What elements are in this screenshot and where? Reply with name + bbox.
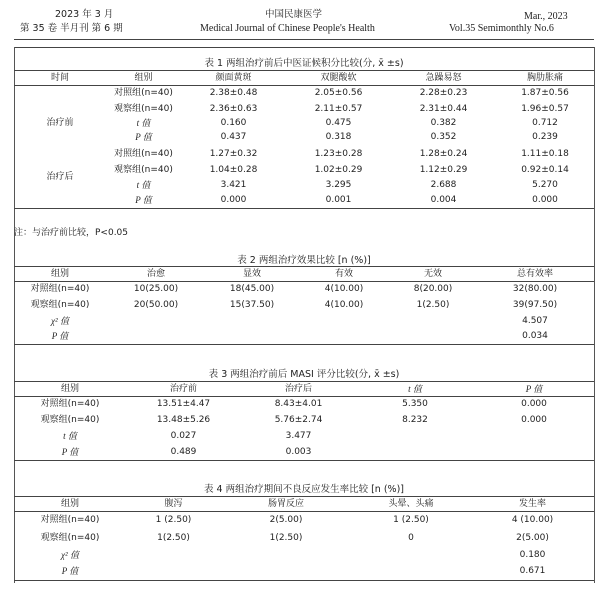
table3-value-cell: [474, 445, 594, 461]
table1-stat-label: P 值: [135, 132, 152, 142]
table1-value-cell: 1.04±0.28: [209, 165, 258, 175]
table1-header-cell: 时间: [14, 71, 106, 86]
table3-value-cell: [356, 445, 474, 461]
table2-value-cell: [106, 314, 206, 329]
table1-value-cell: 0.001: [286, 193, 391, 209]
table1-value-cell: 0.382: [430, 118, 457, 128]
table2-header-row: [14, 267, 594, 282]
table-row: [14, 314, 594, 329]
table1-value-cell: 2.11±0.57: [314, 104, 363, 114]
table-row: [14, 102, 594, 118]
table2-header-cell: 组别: [14, 267, 106, 282]
table-row: [14, 329, 594, 345]
table3-value-cell: 0.489: [126, 445, 241, 461]
table2-value-cell: [206, 329, 298, 345]
table4-group-cell: 对照组(n=40): [40, 515, 100, 526]
table-row: [14, 86, 594, 102]
table4-value-cell: 1(2.50): [269, 533, 303, 543]
table1-value-cell: 1.87±0.56: [521, 88, 569, 99]
header-date: 2023 年 3 月: [55, 9, 114, 20]
table2-value-cell: 8(20.00): [413, 284, 453, 295]
table3-value-cell: 8.43±4.01: [274, 399, 323, 410]
header-issue-en: Vol.35 Semimonthly No.6: [449, 23, 554, 34]
table3-group-cell: 对照组(n=40): [40, 399, 100, 410]
table-row: [14, 429, 594, 445]
table4-header-cell: 肠胃反应: [221, 497, 351, 512]
table3-value-cell: [474, 429, 594, 445]
table3-value-cell: 3.477: [285, 431, 312, 441]
table1-value-cell: 0.239: [532, 132, 558, 142]
table4-value-cell: [221, 564, 351, 581]
table1-value-cell: 0.712: [532, 118, 558, 128]
table4-stat-label: P 值: [14, 564, 126, 581]
table1-stat-label: t 值: [136, 118, 151, 128]
table2-value-cell: [106, 329, 206, 345]
table2: [14, 266, 594, 345]
table-row: [14, 298, 594, 314]
table1-value-cell: 1.11±0.18: [521, 148, 569, 159]
table1-header-cell: 胸肋胀痛: [496, 71, 594, 86]
table4-value-cell: [221, 548, 351, 564]
table4-value-cell: 2(5.00): [269, 515, 303, 526]
table2-header-cell: 治愈: [106, 267, 206, 282]
table1-value-cell: 0.160: [220, 118, 247, 128]
table1-value-cell: 1.02±0.29: [314, 165, 363, 175]
table2-stat-label: χ² 值: [51, 315, 69, 326]
table4-value-cell: 1 (2.50): [155, 515, 192, 526]
table1-before-label: 治疗前: [46, 118, 74, 128]
table1-value-cell: 0.000: [181, 193, 286, 209]
table1-value-cell: 1.96±0.57: [521, 104, 569, 114]
table-row: [14, 163, 594, 179]
table1-stat-label: t 值: [136, 180, 151, 190]
table2-value-cell: [390, 329, 476, 345]
table1-header-cell: 颜面黄斑: [181, 71, 286, 86]
table-row: [14, 564, 594, 581]
table1-value-cell: 2.28±0.23: [419, 88, 468, 99]
table-row: [14, 397, 594, 413]
table1-header-row: [14, 71, 594, 86]
table2-value-cell: 18(45.00): [229, 284, 275, 295]
table2-value-cell: [298, 329, 390, 345]
table-row: [14, 530, 594, 548]
table3-value-cell: 0.000: [521, 415, 547, 425]
table1-value-cell: 2.05±0.56: [314, 88, 363, 99]
table1-value-cell: 1.27±0.32: [209, 148, 258, 159]
table1-caption: 表 1 两组治疗前后中医证候积分比较(分, x̄ ±s): [204, 58, 404, 69]
table2-header-cell: 总有效率: [476, 267, 594, 282]
table2-value-cell: 0.034: [476, 329, 594, 345]
table4: [14, 496, 594, 581]
table4-value-cell: 1(2.50): [157, 533, 190, 543]
table3-header-cell: t 值: [356, 382, 474, 397]
table4-header-cell: 发生率: [471, 497, 594, 512]
table3-stat-label: t 值: [63, 431, 77, 441]
table2-group-cell: 对照组(n=40): [30, 284, 90, 295]
table-row: [14, 445, 594, 461]
table2-header-cell: 有效: [298, 267, 390, 282]
table1-value-cell: 1.28±0.24: [419, 148, 468, 159]
table4-header-cell: 腹泻: [126, 497, 221, 512]
table4-caption: 表 4 两组治疗期间不良反应发生率比较 [n (%)]: [204, 484, 404, 495]
table3-header-cell: P 值: [474, 382, 594, 397]
table4-value-cell: 4 (10.00): [511, 515, 554, 526]
table-row: [14, 193, 594, 209]
table4-value-cell: 0: [408, 533, 414, 543]
table4-value-cell: 0.671: [471, 564, 594, 581]
table2-value-cell: 39(97.50): [512, 300, 558, 310]
table4-header-row: [14, 497, 594, 512]
table4-group-cell: 观察组(n=40): [40, 533, 100, 543]
table-row: [14, 146, 594, 163]
table3-header-row: [14, 382, 594, 397]
table2-value-cell: 4(10.00): [324, 284, 364, 295]
page-right-border: [594, 47, 595, 583]
table4-stat-label: χ² 值: [61, 550, 79, 560]
table1-value-cell: 2.38±0.48: [209, 88, 258, 99]
table2-value-cell: 10(25.00): [133, 284, 179, 295]
table1-value-cell: 1.23±0.28: [314, 148, 363, 159]
table1-group-cell: 对照组(n=40): [114, 88, 173, 99]
table3-header-cell: 组别: [14, 382, 126, 397]
table1-time-cell: [14, 86, 106, 102]
table1-header-cell: 双腿酸软: [286, 71, 391, 86]
table2-value-cell: 4(10.00): [324, 300, 364, 310]
table2-header-cell: 无效: [390, 267, 476, 282]
table1-value-cell: 3.421: [220, 180, 247, 190]
page-top-rule: [14, 47, 594, 48]
header-rule: [14, 39, 594, 40]
table2-value-cell: 32(80.00): [512, 284, 558, 295]
header-date-en: Mar., 2023: [524, 11, 568, 22]
table1-value-cell: 5.270: [532, 180, 558, 190]
table1-value-cell: 2.31±0.44: [419, 104, 468, 114]
table1-note: 注：与治疗前比较，P<0.05: [14, 228, 129, 238]
table-row: [14, 413, 594, 429]
table1: [14, 70, 594, 209]
table1-value-cell: 0.92±0.14: [521, 165, 569, 175]
table1-group-cell: 对照组(n=40): [114, 148, 173, 159]
table-row: [14, 548, 594, 564]
table1-value-cell: 0.352: [430, 132, 457, 142]
table4-value-cell: [351, 564, 471, 581]
table1-value-cell: 0.475: [325, 118, 352, 128]
table1-value-cell: 2.688: [430, 180, 457, 190]
table1-value-cell: 0.437: [220, 132, 247, 142]
table3-value-cell: 0.027: [170, 431, 197, 441]
table3-stat-label: P 值: [14, 445, 126, 461]
table3-value-cell: 0.000: [521, 399, 547, 410]
table3-group-cell: 观察组(n=40): [40, 415, 100, 425]
table3-caption: 表 3 两组治疗前后 MASI 评分比较(分, x̄ ±s): [208, 369, 400, 380]
table4-value-cell: [351, 548, 471, 564]
table4-header-cell: 组别: [14, 497, 126, 512]
table3-value-cell: 0.003: [241, 445, 356, 461]
table1-time-cell: [14, 146, 106, 163]
table4-value-cell: 1 (2.50): [393, 515, 429, 526]
table1-header-cell: 急躁易怒: [391, 71, 496, 86]
journal-title-cn: 中国民康医学: [265, 9, 323, 20]
table1-value-cell: 0.004: [391, 193, 496, 209]
table3-header-cell: 治疗前: [126, 382, 241, 397]
table2-header-cell: 显效: [206, 267, 298, 282]
table1-time-cell: [14, 193, 106, 209]
table2-value-cell: [298, 314, 390, 329]
table1-group-cell: 观察组(n=40): [114, 104, 173, 114]
table4-header-cell: 头晕、头痛: [351, 497, 471, 512]
table3: [14, 381, 594, 461]
table3-value-cell: 13.48±5.26: [156, 415, 211, 425]
table3-value-cell: 13.51±4.47: [156, 399, 211, 410]
table2-stat-label: P 值: [14, 329, 106, 345]
table1-group-cell: 观察组(n=40): [114, 165, 173, 175]
table-row: [14, 282, 594, 298]
journal-title-en: Medical Journal of Chinese People's Health: [200, 23, 375, 34]
table4-value-cell: [126, 548, 221, 564]
table2-value-cell: [206, 314, 298, 329]
table1-stat-label: P 值: [106, 193, 181, 209]
table2-group-cell: 观察组(n=40): [30, 300, 90, 310]
table3-header-cell: 治疗后: [241, 382, 356, 397]
table3-value-cell: [356, 429, 474, 445]
header-issue: 第 35 卷 半月刊 第 6 期: [20, 23, 123, 34]
table4-value-cell: 0.180: [519, 550, 546, 560]
table2-caption: 表 2 两组治疗效果比较 [n (%)]: [237, 255, 371, 266]
table2-value-cell: 1(2.50): [416, 300, 450, 310]
table1-value-cell: 3.295: [325, 180, 352, 190]
table2-value-cell: 4.507: [522, 315, 548, 326]
table4-value-cell: 2(5.00): [516, 533, 549, 543]
table3-value-cell: 8.232: [402, 415, 428, 425]
table1-value-cell: 0.318: [325, 132, 352, 142]
table1-value-cell: 2.36±0.63: [209, 104, 258, 114]
table1-header-cell: 组别: [106, 71, 181, 86]
table1-value-cell: 1.12±0.29: [419, 165, 468, 175]
table2-value-cell: 15(37.50): [229, 300, 275, 310]
table3-value-cell: 5.76±2.74: [274, 415, 323, 425]
table1-value-cell: 0.000: [496, 193, 594, 209]
table4-value-cell: [126, 564, 221, 581]
table2-value-cell: 20(50.00): [133, 300, 179, 310]
table1-after-label: 治疗后: [46, 172, 74, 182]
table-row: [14, 512, 594, 530]
table3-value-cell: 5.350: [402, 399, 428, 410]
table2-value-cell: [390, 314, 476, 329]
